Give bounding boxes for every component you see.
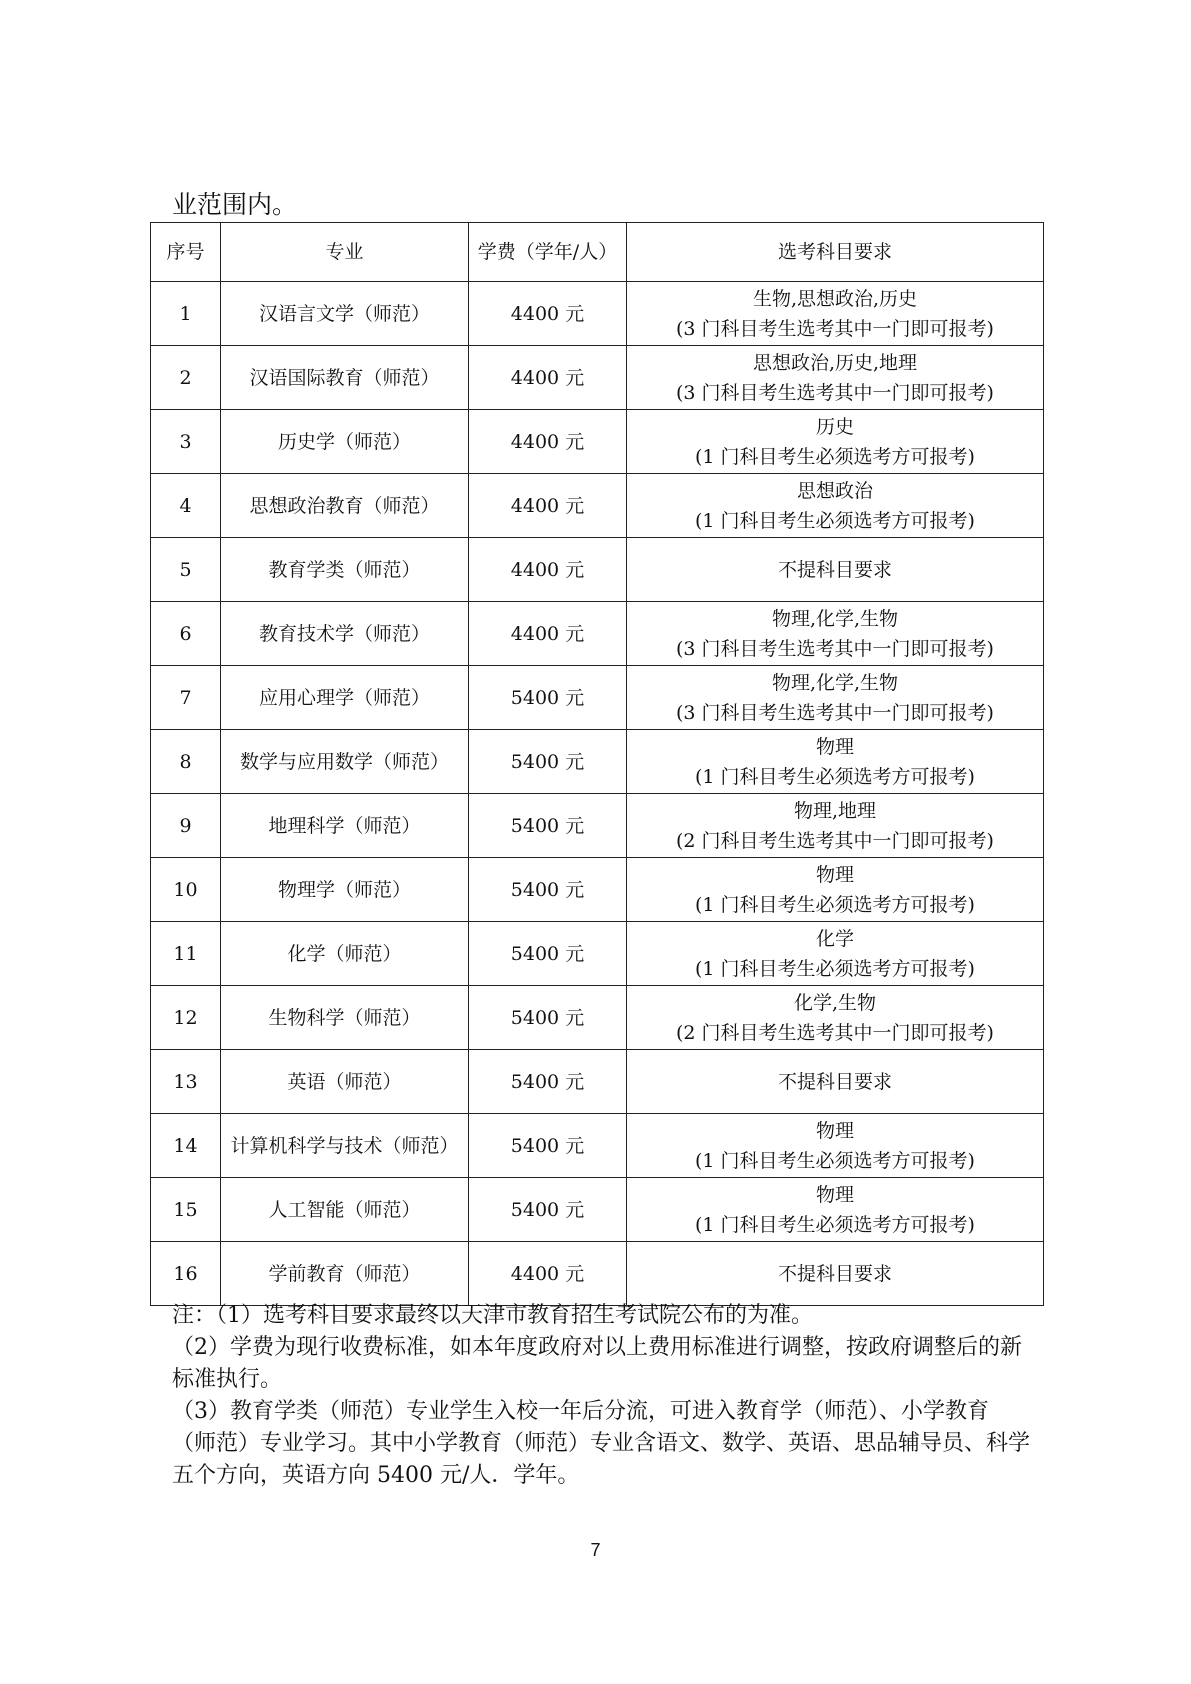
row-no: 4 <box>151 474 221 538</box>
row-fee: 4400 元 <box>469 1242 627 1306</box>
row-major: 应用心理学（师范） <box>221 666 469 730</box>
requirement-subjects: 思想政治,历史,地理 <box>752 351 918 374</box>
row-no: 13 <box>151 1050 221 1114</box>
requirement-note: (3 门科目考生选考其中一门即可报考) <box>676 637 994 660</box>
row-fee: 4400 元 <box>469 602 627 666</box>
row-major: 学前教育（师范） <box>221 1242 469 1306</box>
row-major: 历史学（师范） <box>221 410 469 474</box>
row-fee: 5400 元 <box>469 730 627 794</box>
row-major: 物理学（师范） <box>221 858 469 922</box>
note-3: （3）教育学类（师范）专业学生入校一年后分流，可进入教育学（师范）、小学教育（师范）专业学习。其中小学教育（师范）专业含语文、数学、英语、思品辅导员、科学五个方向，英语方向 5400 元/人．学年。 <box>172 1399 1031 1488</box>
row-fee: 4400 元 <box>469 474 627 538</box>
row-requirement <box>627 1050 1044 1114</box>
row-major: 教育学类（师范） <box>221 538 469 602</box>
requirement-subjects: 物理 <box>815 1183 854 1206</box>
requirement-note: (1 门科目考生必须选考方可报考) <box>695 445 975 468</box>
row-major: 计算机科学与技术（师范） <box>221 1114 469 1178</box>
requirement-subjects: 物理 <box>815 735 854 758</box>
row-requirement <box>627 410 1044 474</box>
table-row <box>151 858 1044 922</box>
row-fee: 4400 元 <box>469 410 627 474</box>
row-fee: 4400 元 <box>469 282 627 346</box>
majors-table <box>150 222 1044 1306</box>
note-1: 注：（1）选考科目要求最终以天津市教育招生考试院公布的为准。 <box>172 1303 813 1328</box>
row-major: 英语（师范） <box>221 1050 469 1114</box>
row-requirement <box>627 1114 1044 1178</box>
row-requirement <box>627 922 1044 986</box>
row-major: 思想政治教育（师范） <box>221 474 469 538</box>
note-2: （2）学费为现行收费标准，如本年度政府对以上费用标准进行调整，按政府调整后的新标准执行。 <box>172 1335 1022 1392</box>
table-header-row <box>151 223 1044 282</box>
table-row <box>151 410 1044 474</box>
row-requirement <box>627 602 1044 666</box>
row-no: 9 <box>151 794 221 858</box>
requirement-note: (2 门科目考生选考其中一门即可报考) <box>676 1021 994 1044</box>
row-requirement <box>627 474 1044 538</box>
table-row <box>151 282 1044 346</box>
row-requirement <box>627 666 1044 730</box>
requirement-note: (1 门科目考生必须选考方可报考) <box>695 893 975 916</box>
requirement-note: (1 门科目考生必须选考方可报考) <box>695 957 975 980</box>
row-requirement <box>627 794 1044 858</box>
row-fee: 5400 元 <box>469 858 627 922</box>
row-major: 数学与应用数学（师范） <box>221 730 469 794</box>
row-major: 生物科学（师范） <box>221 986 469 1050</box>
table-row <box>151 922 1044 986</box>
row-requirement <box>627 730 1044 794</box>
row-no: 14 <box>151 1114 221 1178</box>
row-no: 16 <box>151 1242 221 1306</box>
row-no: 3 <box>151 410 221 474</box>
table-row <box>151 538 1044 602</box>
requirement-subjects: 物理,化学,生物 <box>771 671 899 694</box>
requirement-subjects: 不提科目要求 <box>777 1262 892 1285</box>
table-row <box>151 1114 1044 1178</box>
requirement-subjects: 生物,思想政治,历史 <box>752 287 918 310</box>
table-row <box>151 1178 1044 1242</box>
row-major: 汉语言文学（师范） <box>221 282 469 346</box>
requirement-note: (3 门科目考生选考其中一门即可报考) <box>676 701 994 724</box>
table-row <box>151 730 1044 794</box>
requirement-subjects: 化学 <box>815 927 854 950</box>
row-major: 汉语国际教育（师范） <box>221 346 469 410</box>
requirement-note: (2 门科目考生选考其中一门即可报考) <box>676 829 994 852</box>
row-no: 5 <box>151 538 221 602</box>
row-requirement <box>627 538 1044 602</box>
row-no: 6 <box>151 602 221 666</box>
requirement-note: (3 门科目考生选考其中一门即可报考) <box>676 381 994 404</box>
row-fee: 5400 元 <box>469 666 627 730</box>
row-no: 7 <box>151 666 221 730</box>
row-major: 人工智能（师范） <box>221 1178 469 1242</box>
requirement-note: (1 门科目考生必须选考方可报考) <box>695 1213 975 1236</box>
row-requirement <box>627 1242 1044 1306</box>
intro-text: 业范围内。 <box>172 190 298 219</box>
row-requirement <box>627 986 1044 1050</box>
table-row <box>151 602 1044 666</box>
row-no: 10 <box>151 858 221 922</box>
row-fee: 5400 元 <box>469 1114 627 1178</box>
row-no: 8 <box>151 730 221 794</box>
row-fee: 5400 元 <box>469 1178 627 1242</box>
table-row <box>151 666 1044 730</box>
table-row <box>151 1242 1044 1306</box>
requirement-subjects: 化学,生物 <box>793 991 877 1014</box>
row-no: 11 <box>151 922 221 986</box>
header-major: 专业 <box>221 223 469 282</box>
table-row <box>151 1050 1044 1114</box>
row-no: 1 <box>151 282 221 346</box>
requirement-subjects: 物理,地理 <box>793 799 877 822</box>
requirement-subjects: 不提科目要求 <box>777 558 892 581</box>
requirement-note: (3 门科目考生选考其中一门即可报考) <box>676 317 994 340</box>
notes <box>172 1300 1032 1492</box>
requirement-subjects: 思想政治 <box>796 479 873 502</box>
table-row <box>151 986 1044 1050</box>
row-no: 2 <box>151 346 221 410</box>
row-requirement <box>627 1178 1044 1242</box>
row-requirement <box>627 282 1044 346</box>
requirement-subjects: 物理 <box>815 863 854 886</box>
row-fee: 5400 元 <box>469 922 627 986</box>
row-major: 化学（师范） <box>221 922 469 986</box>
row-major: 教育技术学（师范） <box>221 602 469 666</box>
requirement-subjects: 物理,化学,生物 <box>771 607 899 630</box>
requirement-subjects: 不提科目要求 <box>777 1070 892 1093</box>
header-fee: 学费（学年/人） <box>469 223 627 282</box>
table-row <box>151 794 1044 858</box>
row-requirement <box>627 858 1044 922</box>
table-row <box>151 346 1044 410</box>
requirement-note: (1 门科目考生必须选考方可报考) <box>695 509 975 532</box>
table-row <box>151 474 1044 538</box>
row-fee: 4400 元 <box>469 346 627 410</box>
requirement-subjects: 历史 <box>815 415 854 438</box>
row-fee: 4400 元 <box>469 538 627 602</box>
header-requirement: 选考科目要求 <box>627 223 1044 282</box>
row-major: 地理科学（师范） <box>221 794 469 858</box>
row-fee: 5400 元 <box>469 1050 627 1114</box>
row-fee: 5400 元 <box>469 794 627 858</box>
requirement-note: (1 门科目考生必须选考方可报考) <box>695 765 975 788</box>
row-no: 12 <box>151 986 221 1050</box>
requirement-subjects: 物理 <box>815 1119 854 1142</box>
row-requirement <box>627 346 1044 410</box>
row-no: 15 <box>151 1178 221 1242</box>
row-fee: 5400 元 <box>469 986 627 1050</box>
page-number: 7 <box>590 1540 601 1560</box>
requirement-note: (1 门科目考生必须选考方可报考) <box>695 1149 975 1172</box>
header-no: 序号 <box>151 223 221 282</box>
